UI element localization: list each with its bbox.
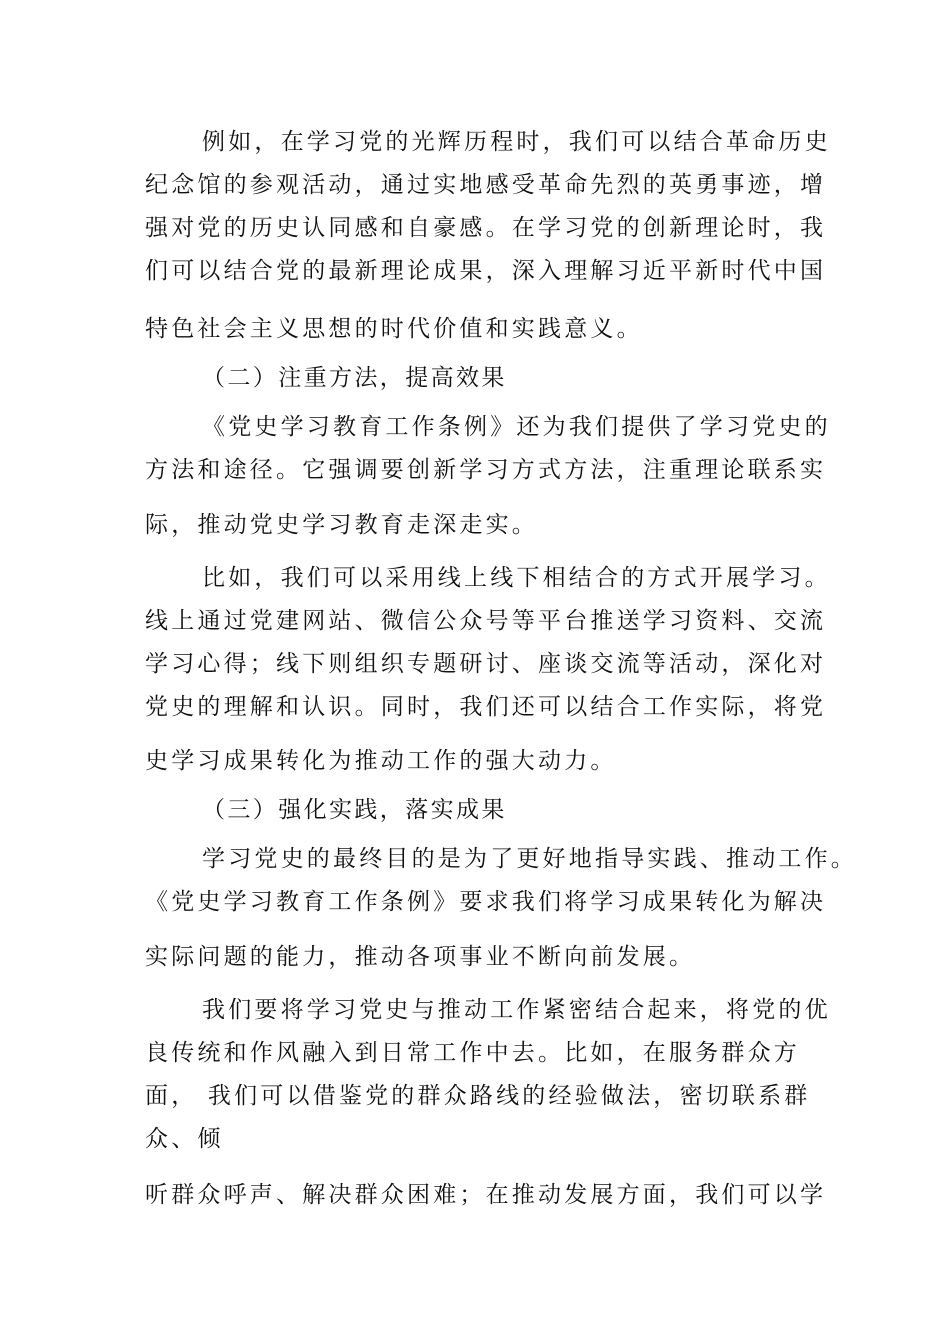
- paragraph-line: 学习心得；线下则组织专题研讨、座谈交流等活动，深化对: [145, 651, 827, 677]
- paragraph-line: 方法和途径。它强调要创新学习方式方法，注重理论联系实: [145, 457, 827, 483]
- paragraph-line: 例如，在学习党的光辉历程时，我们可以结合革命历史: [202, 129, 831, 155]
- paragraph-line: 听群众呼声、解决群众困难；在推动发展方面，我们可以学: [145, 1182, 827, 1208]
- paragraph-line: 际，推动党史学习教育走深走实。: [145, 512, 538, 538]
- paragraph-line: 《党史学习教育工作条例》还为我们提供了学习党史的: [202, 414, 831, 440]
- section-heading: （三）强化实践，落实成果: [202, 797, 507, 823]
- paragraph-line: 《党史学习教育工作条例》要求我们将学习成果转化为解决: [145, 889, 827, 915]
- paragraph-line: 党史的理解和认识。同时，我们还可以结合工作实际，将党: [145, 694, 827, 720]
- paragraph-line: 我们要将学习党史与推动工作紧密结合起来，将党的优: [202, 997, 831, 1023]
- paragraph-line: 特色社会主义思想的时代价值和实践意义。: [145, 316, 643, 342]
- section-heading: （二）注重方法，提高效果: [202, 365, 507, 391]
- paragraph-line: 比如，我们可以采用线上线下相结合的方式开展学习。: [202, 565, 831, 591]
- paragraph-line: 们可以结合党的最新理论成果，深入理解习近平新时代中国: [145, 258, 827, 284]
- paragraph-line: 学习党史的最终目的是为了更好地指导实践、推动工作。: [202, 846, 857, 872]
- paragraph-line: 线上通过党建网站、微信公众号等平台推送学习资料、交流: [145, 608, 827, 634]
- paragraph-line: 良传统和作风融入到日常工作中去。比如，在服务群众方: [145, 1040, 800, 1066]
- paragraph-line: 强对党的历史认同感和自豪感。在学习党的创新理论时，我: [145, 215, 827, 241]
- paragraph-line: 面， 我们可以借鉴党的群众路线的经验做法，密切联系群: [145, 1083, 811, 1109]
- paragraph-line: 众、倾: [145, 1126, 224, 1152]
- paragraph-line: 史学习成果转化为推动工作的强大动力。: [145, 748, 617, 774]
- paragraph-line: 纪念馆的参观活动，通过实地感受革命先烈的英勇事迹，增: [145, 172, 827, 198]
- paragraph-line: 实际问题的能力，推动各项事业不断向前发展。: [145, 944, 696, 970]
